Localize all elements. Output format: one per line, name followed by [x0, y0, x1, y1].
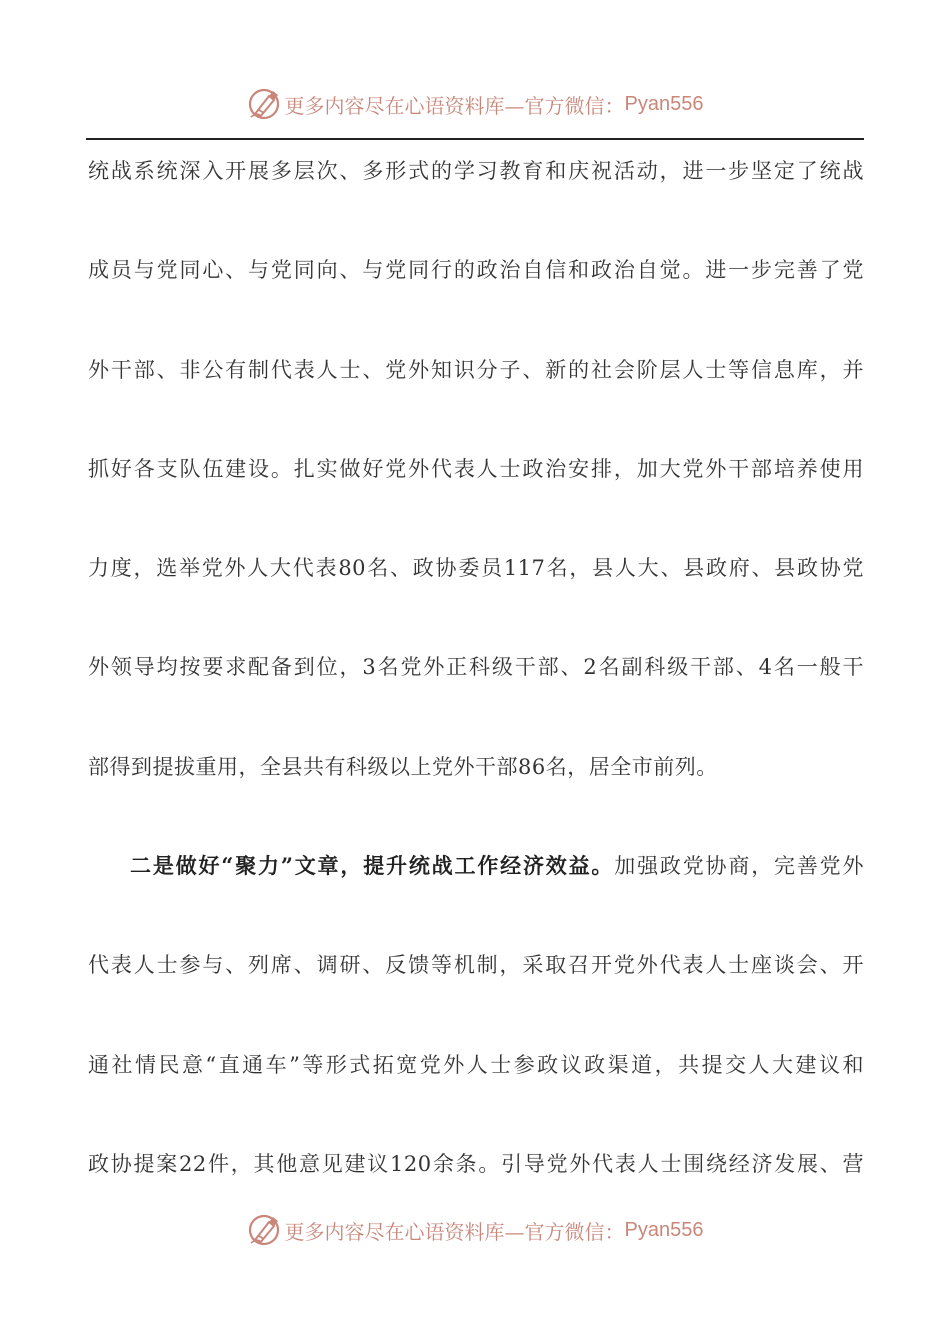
section-heading-line [88, 845, 864, 944]
header-watermark-banner [0, 84, 950, 124]
paragraph-line: 统战系统深入开展多层次、多形式的学习教育和庆祝活动，进一步坚定了统战 [88, 159, 864, 183]
banner-wechat-id: Pyan556 [624, 1218, 704, 1241]
paragraph-line: 力度，选举党外人大代表80名、政协委员117名，县人大、县政府、县政协党 [88, 556, 864, 581]
document-body [88, 150, 864, 1242]
paragraph-line: 外领导均按要求配备到位，3名党外正科级干部、2名副科级干部、4名一般干 [88, 655, 864, 680]
paragraph-line: 代表人士参与、列席、调研、反馈等机制，采取召开党外代表人士座谈会、开 [88, 953, 864, 978]
pen-nib-logo-icon [247, 86, 283, 122]
section-heading-rest: 加强政党协商，完善党外 [614, 854, 864, 879]
paragraph-line: 成员与党同心、与党同向、与党同行的政治自信和政治自觉。进一步完善了党 [88, 258, 864, 283]
banner-text: 更多内容尽在心语资料库—官方微信： [284, 93, 625, 118]
paragraph-line: 外干部、非公有制代表人士、党外知识分子、新的社会阶层人士等信息库，并 [88, 357, 864, 382]
banner-wechat-id: Pyan556 [624, 92, 704, 115]
section-heading: 二是做好“聚力”文章，提升统战工作经济效益。 [130, 853, 615, 879]
paragraph-line: 政协提案22件，其他意见建议120余条。引导党外代表人士围绕经济发展、营 [88, 1151, 864, 1176]
footer-watermark-banner [0, 1210, 950, 1250]
pen-nib-logo-icon [247, 1212, 283, 1248]
banner-text: 更多内容尽在心语资料库—官方微信： [284, 1219, 625, 1244]
paragraph-line: 部得到提拔重用，全县共有科级以上党外干部86名，居全市前列。 [88, 754, 718, 779]
paragraph-line: 抓好各支队伍建设。扎实做好党外代表人士政治安排，加大党外干部培养使用 [88, 456, 864, 481]
paragraph-line: 通社情民意“直通车”等形式拓宽党外人士参政议政渠道，共提交人大建议和 [88, 1052, 864, 1077]
header-divider [86, 138, 864, 140]
